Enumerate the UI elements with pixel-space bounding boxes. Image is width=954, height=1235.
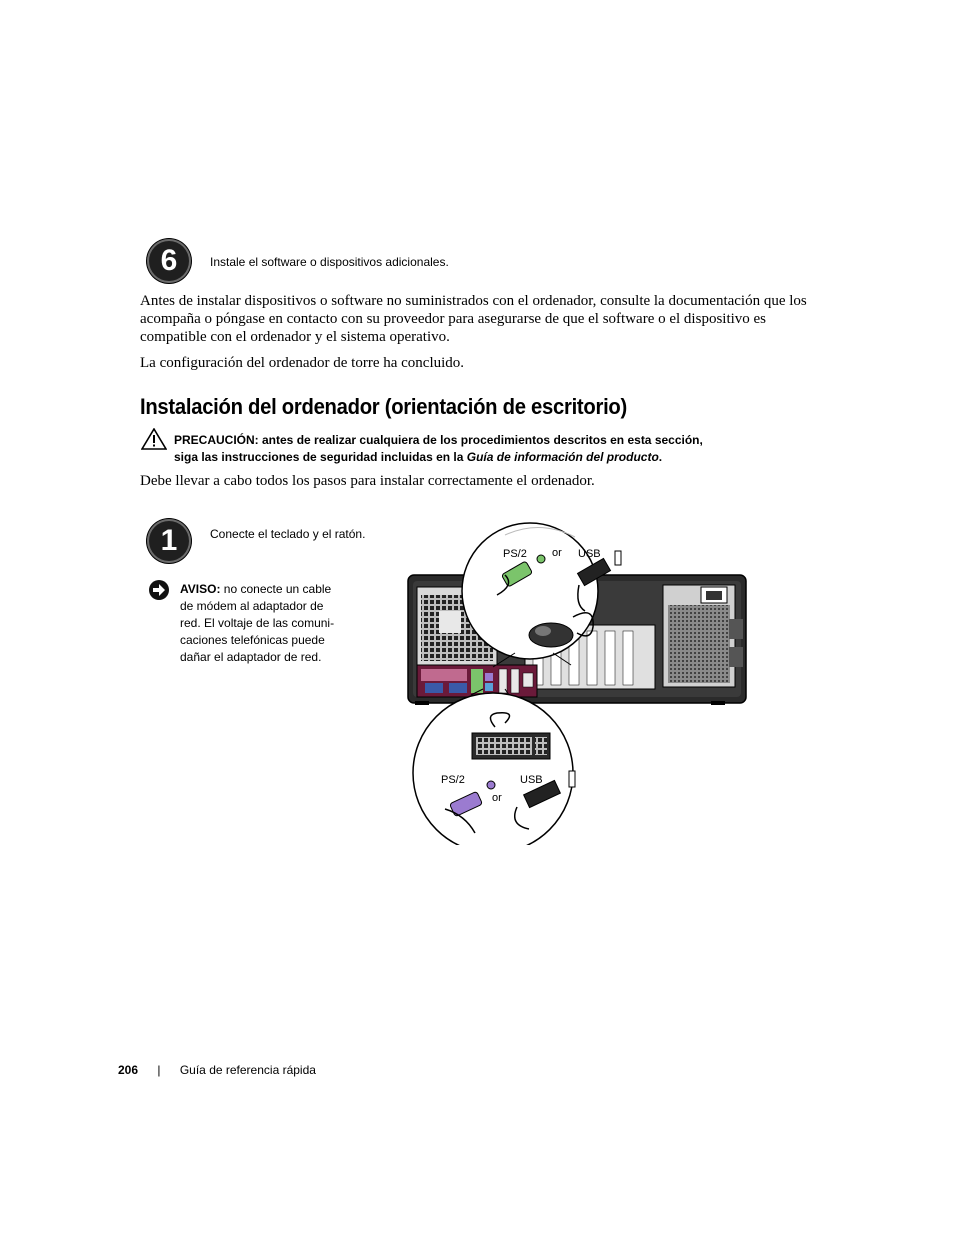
notice-line-1 xyxy=(180,581,360,598)
notice-text-1: no conecte un cable xyxy=(220,582,332,596)
step-6-badge: 6 xyxy=(147,239,191,283)
keyboard-or-label: or xyxy=(492,792,502,804)
notice-line-3: red. El voltaje de las comuni- xyxy=(180,616,335,630)
caution-label: PRECAUCIÓN: xyxy=(174,433,259,447)
keyboard-usb-label: USB xyxy=(520,774,543,786)
notice-label: AVISO: xyxy=(180,582,221,596)
caution-line-1 xyxy=(174,432,734,449)
notice-block xyxy=(180,581,360,666)
caution-end: . xyxy=(658,450,663,464)
caution-triangle-icon xyxy=(141,428,167,450)
footer xyxy=(118,1063,316,1077)
keyboard-callout xyxy=(413,689,575,845)
caution-text-2: siga las instrucciones de seguridad incluidas en la xyxy=(174,450,467,464)
mouse-usb-label: USB xyxy=(578,548,601,560)
mouse-ps2-label: PS/2 xyxy=(503,548,527,560)
section-heading: Instalación del ordenador (orientación de escritorio) xyxy=(140,394,627,419)
footer-separator: | xyxy=(157,1063,161,1077)
caution-line-2 xyxy=(174,449,734,466)
paragraph-complete: La configuración del ordenador de torre ha concluido. xyxy=(140,355,465,371)
keyboard-ps2-label: PS/2 xyxy=(441,774,465,786)
notice-arrow-icon xyxy=(148,579,170,601)
mouse-or-label: or xyxy=(552,547,562,559)
page-number: 206 xyxy=(118,1063,139,1077)
paragraph-intro: Antes de instalar dispositivos o software no suministrados con el ordenador, consulte la documentación que los acompaña o póngase en contacto con su proveedor para asegurarse de que el software o el dispositivo es compatible con el ordenador y el sistema operativo. xyxy=(140,293,807,345)
paragraph-steps: Debe llevar a cabo todos los pasos para instalar correctamente el ordenador. xyxy=(140,473,595,489)
caution-text-1: antes de realizar cualquiera de los procedimientos descritos en esta sección, xyxy=(258,433,703,447)
computer-connection-illustration xyxy=(405,515,755,845)
step-6-text: Instale el software o dispositivos adicionales. xyxy=(210,255,449,269)
notice-line-4: caciones telefónicas puede xyxy=(180,633,325,647)
step-1-text: Conecte el teclado y el ratón. xyxy=(210,527,366,541)
step-1-badge: 1 xyxy=(147,519,191,563)
notice-line-5: dañar el adaptador de red. xyxy=(180,650,322,664)
caution-guide-title: Guía de información del producto xyxy=(466,450,659,464)
notice-line-2: de módem al adaptador de xyxy=(180,599,324,613)
caution-block xyxy=(174,432,734,466)
footer-title: Guía de referencia rápida xyxy=(179,1063,316,1077)
